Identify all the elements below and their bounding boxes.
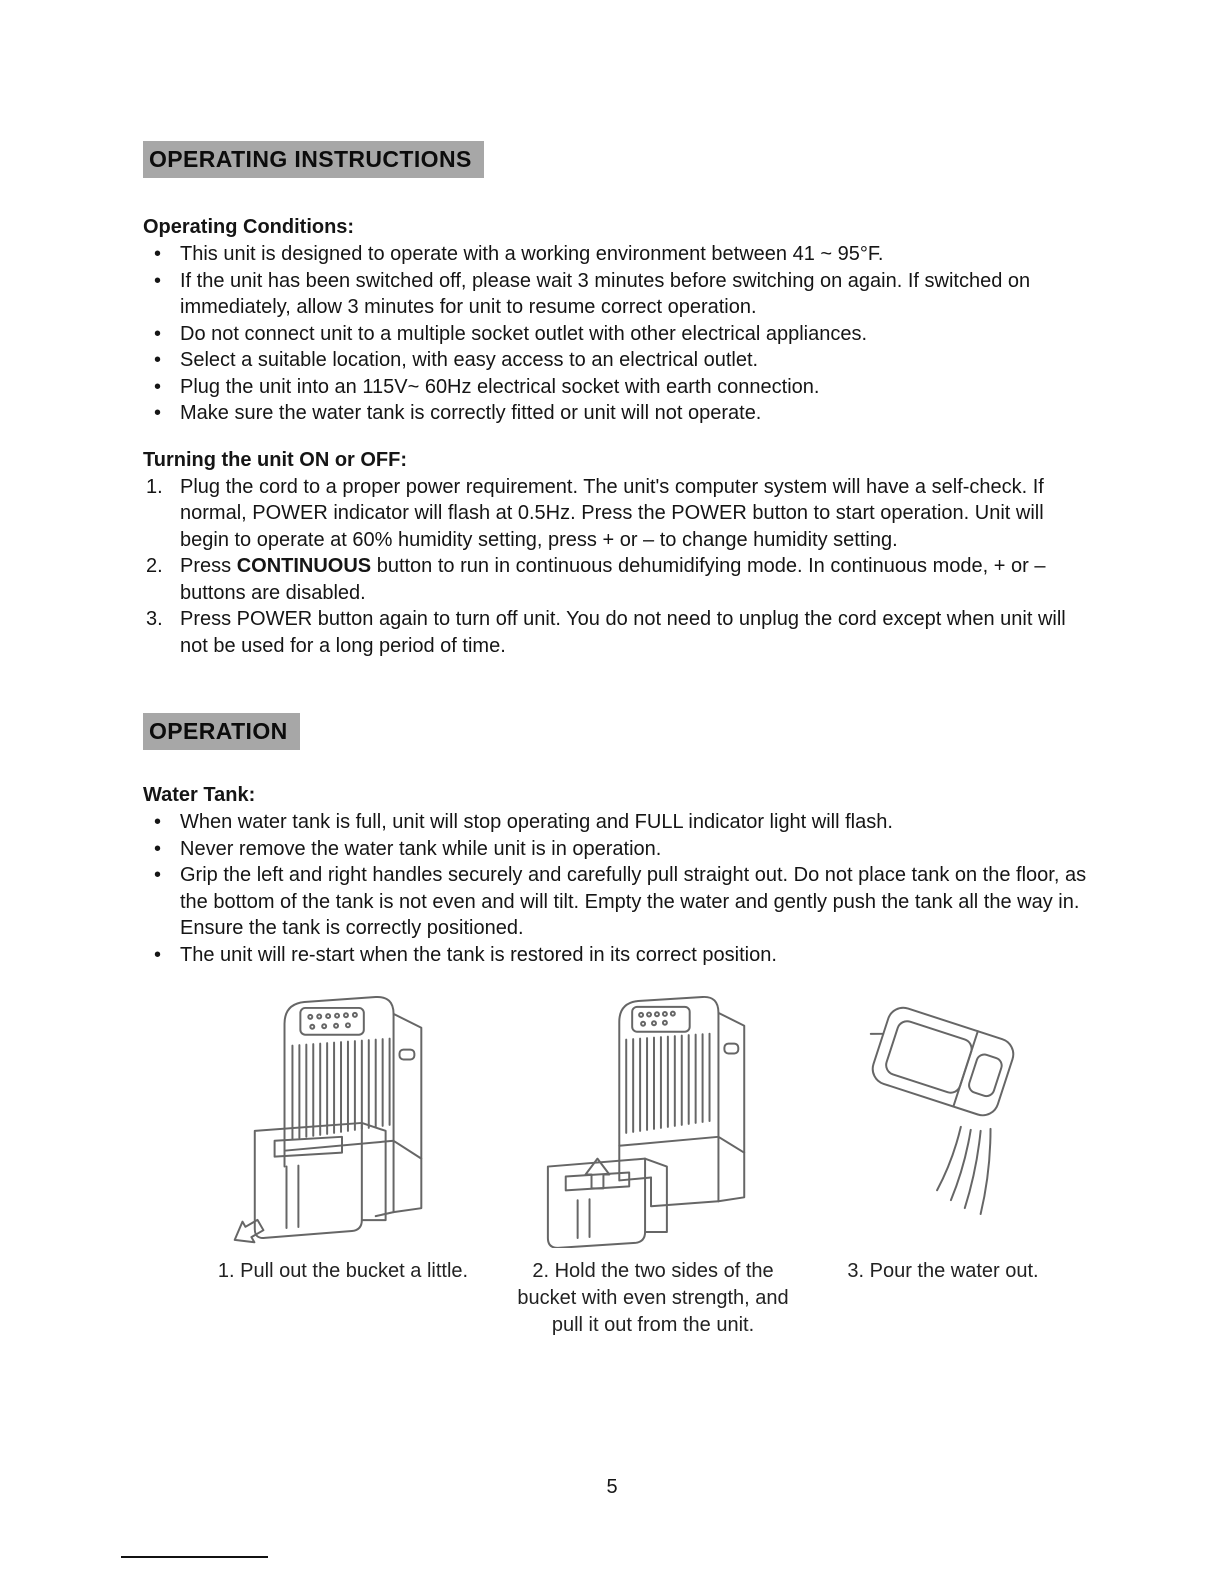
figure-art [844, 982, 1042, 1250]
subheading-operating-conditions: Operating Conditions: [143, 216, 355, 238]
bullet-item: • When water tank is full, unit will stop operating and FULL indicator light will flash. [143, 809, 1096, 836]
page-number: 5 [606, 1476, 618, 1498]
figure-caption: 1. Pull out the bucket a little. [217, 1260, 469, 1282]
bullet-item: • Never remove the water tank while unit is in operation. [143, 836, 1096, 863]
section-operating-instructions-header [143, 141, 1096, 178]
figure-pour-water [803, 982, 1083, 1339]
bullet-item: • Make sure the water tank is correctly fitted or unit will not operate. [143, 400, 1096, 427]
subheading-water-tank: Water Tank: [143, 784, 256, 806]
bullet-item: • Grip the left and right handles securely and carefully pull straight out. Do not place tank on the floor, as the bottom of the tank is not even and will tilt. Empty the water and gently push the tank all the way in. Ensure the tank is correctly positioned. [143, 862, 1096, 942]
footer-rule [121, 1556, 268, 1558]
bullet-item: • Select a suitable location, with easy access to an electrical outlet. [143, 347, 1096, 374]
numbered-item-text: Plug the cord to a proper power requirement. The unit's computer system will have a self-check. If normal, POWER indicator will flash at 0.5Hz. Press the POWER button to start operation. Unit will begin to operate at 60% humidity setting, press + or – to change humidity setting. [180, 475, 1044, 551]
section-operation-header [143, 713, 1096, 750]
water-tank-list [143, 809, 1096, 968]
bucket-pouring-water-illustration [844, 982, 1042, 1248]
subheading-turning-on-off: Turning the unit ON or OFF: [143, 448, 408, 471]
operating-conditions-list [143, 241, 1096, 427]
figure-pull-bucket [183, 982, 503, 1339]
text-fragment-bold: CONTINUOUS [236, 555, 372, 577]
section-heading: OPERATION [143, 713, 300, 750]
list-number: 1. [146, 475, 163, 498]
numbered-item [143, 606, 1096, 659]
dehumidifier-bucket-slightly-out-illustration [229, 982, 457, 1248]
list-number: 3. [146, 608, 163, 630]
section-heading: OPERATING INSTRUCTIONS [143, 141, 484, 178]
numbered-item [143, 474, 1096, 554]
figure-art [534, 982, 772, 1250]
figures-row [183, 982, 1096, 1339]
text-fragment: Press [180, 555, 237, 577]
figure-caption: 2. Hold the two sides of the bucket with even strength, and pull it out from the unit. [517, 1260, 789, 1336]
figure-hold-bucket [503, 982, 803, 1339]
dehumidifier-bucket-removed-illustration [534, 982, 772, 1248]
numbered-item-text [180, 553, 1096, 606]
bullet-item: • If the unit has been switched off, please wait 3 minutes before switching on again. If switched on immediately, allow 3 minutes for unit to resume correct operation. [143, 268, 1096, 321]
list-number: 2. [146, 555, 163, 577]
numbered-item [143, 553, 1096, 606]
text-fragment: button to run in continuous dehumidifying mode. In continuous mode, + or – buttons are disabled. [180, 555, 1046, 604]
bullet-item: • This unit is designed to operate with a working environment between 41 ~ 95°F. [143, 241, 1096, 268]
figure-art [229, 982, 457, 1250]
bullet-item: • Do not connect unit to a multiple socket outlet with other electrical appliances. [143, 321, 1096, 348]
bullet-item: • The unit will re-start when the tank is restored in its correct position. [143, 942, 1096, 969]
bullet-item: • Plug the unit into an 115V~ 60Hz electrical socket with earth connection. [143, 374, 1096, 401]
turning-on-off-section [143, 447, 1096, 660]
figure-caption: 3. Pour the water out. [847, 1260, 1039, 1282]
numbered-item-text: Press POWER button again to turn off unit. You do not need to unplug the cord except when unit will not be used for a long period of time. [180, 608, 1066, 657]
